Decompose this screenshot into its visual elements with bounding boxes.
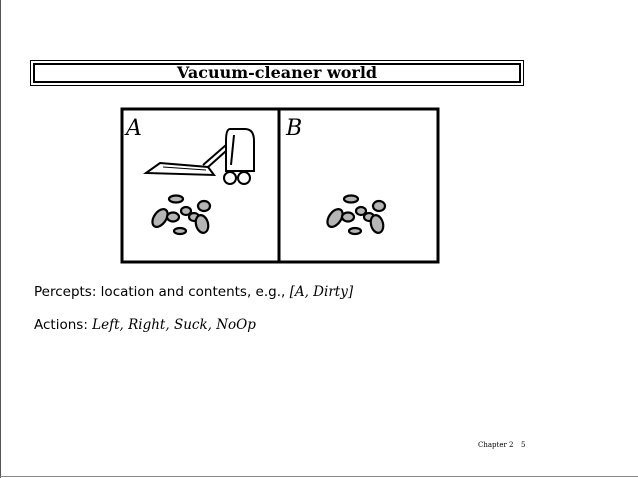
- room-b-label: B: [286, 116, 303, 141]
- vacuum-cleaner-icon: [146, 129, 254, 184]
- actions-list: Left, Right, Suck, NoOp: [92, 317, 256, 333]
- actions-label: Actions:: [34, 317, 93, 333]
- title-box-inner: [33, 63, 521, 83]
- percepts-line: [34, 284, 353, 300]
- dirt-pile-icon: [324, 196, 385, 235]
- page-left-edge: [0, 0, 1, 478]
- percepts-example: [A, Dirty]: [289, 284, 354, 300]
- title-box: [30, 60, 524, 86]
- room-a-label: A: [126, 116, 142, 141]
- percepts-label: Percepts: location and contents, e.g.,: [34, 284, 290, 300]
- vacuum-world-diagram: [120, 107, 440, 264]
- dirt-pile-icon: [149, 196, 210, 235]
- actions-line: [34, 317, 256, 333]
- page-bottom-edge: [0, 476, 638, 477]
- slide-title: Vacuum-cleaner world: [176, 63, 378, 82]
- footer-chapter: Chapter 2: [478, 441, 514, 449]
- footer-page-number: 5: [521, 441, 526, 449]
